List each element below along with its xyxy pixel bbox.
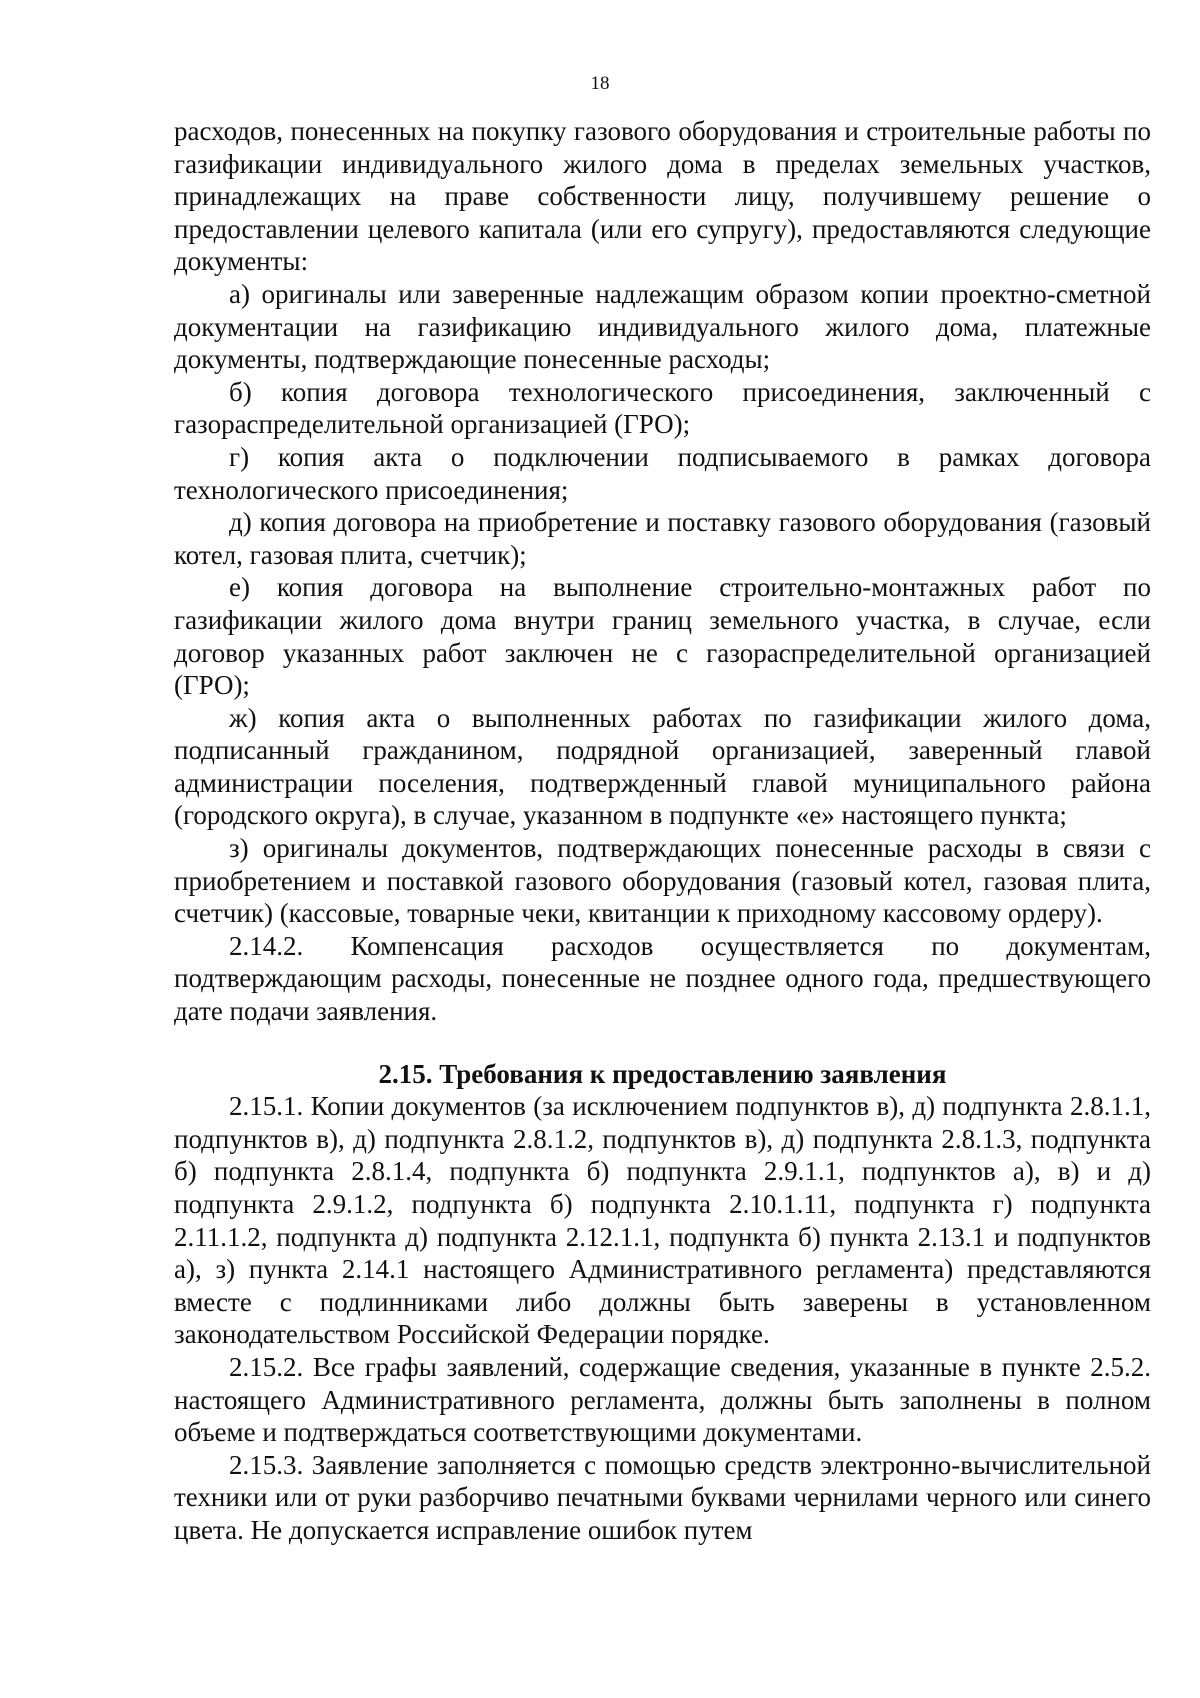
document-body xyxy=(174,115,1151,1547)
section-heading: 2.15. Требования к предоставлению заявления xyxy=(378,1058,947,1089)
paragraph-2-15-2: 2.15.2. Все графы заявлений, содержащие сведения, указанные в пункте 2.5.2. настоящего Административного регламента, должны быть заполнены в полном объеме и подтверждаться соответствующими документами. xyxy=(174,1351,1151,1448)
page-number: 18 xyxy=(590,73,610,94)
paragraph-2-14-2: 2.14.2. Компенсация расходов осуществляется по документам, подтверждающим расходы, понесенные не позднее одного года, предшествующего дате подачи заявления. xyxy=(174,930,1151,1027)
list-item-d: д) копия договора на приобретение и поставку газового оборудования (газовый котел, газовая плита, счетчик); xyxy=(174,507,1151,570)
paragraph-2-15-1: 2.15.1. Копии документов (за исключением подпунктов в), д) подпункта 2.8.1.1, подпунктов в), д) подпункта 2.8.1.2, подпунктов в), д) подпункта 2.8.1.3, подпункта б) подпункта 2.8.1.4, подпункта б) подпункта 2.9.1.1, подпунктов а), в) и д) подпункта 2.9.1.2, подпункта б) подпункта 2.10.1.11, подпункта г) подпункта 2.11.1.2, подпункта д) подпункта 2.12.1.1, подпункта б) пункта 2.13.1 и подпунктов а), з) пункта 2.14.1 настоящего Административного регламента) представляются вместе с подлинниками либо должны быть заверены в установленном законодательством Российской Федерации порядке. xyxy=(174,1091,1151,1350)
paragraph-continuation: расходов, понесенных на покупку газового оборудования и строительные работы по газификации индивидуального жилого дома в пределах земельных участков, принадлежащих на праве собственности лицу, получившему решение о предоставлении целевого капитала (или его супругу), предоставляются следующие документы: xyxy=(174,116,1151,277)
list-item-z: з) оригиналы документов, подтверждающих понесенные расходы в связи с приобретением и поставкой газового оборудования (газовый котел, газовая плита, счетчик) (кассовые, товарные чеки, квитанции к приходному кассовому ордеру). xyxy=(174,833,1151,929)
list-item-zh: ж) копия акта о выполненных работах по газификации жилого дома, подписанный гражданином, подрядной организацией, заверенный главой администрации поселения, подтвержденный главой муниципального района (городского округа), в случае, указанном в подпункте «е» настоящего пункта; xyxy=(174,702,1151,831)
paragraph-2-15-3: 2.15.3. Заявление заполняется с помощью средств электронно-вычислительной техники или от руки разборчиво печатными буквами чернилами черного или синего цвета. Не допускается исправление ошибок путем xyxy=(174,1449,1151,1545)
list-item-b: б) копия договора технологического присоединения, заключенный с газораспределительной организацией (ГРО); xyxy=(174,376,1151,440)
list-item-g: г) копия акта о подключении подписываемого в рамках договора технологического присоединения; xyxy=(174,441,1151,505)
list-item-a: а) оригиналы или заверенные надлежащим образом копии проектно-сметной документации на газификацию индивидуального жилого дома, платежные документы, подтверждающие понесенные расходы; xyxy=(174,278,1151,375)
list-item-e: е) копия договора на выполнение строительно-монтажных работ по газификации жилого дома внутри границ земельного участка, в случае, если договор указанных работ заключен не с газораспределительной организацией (ГРО); xyxy=(174,572,1151,701)
